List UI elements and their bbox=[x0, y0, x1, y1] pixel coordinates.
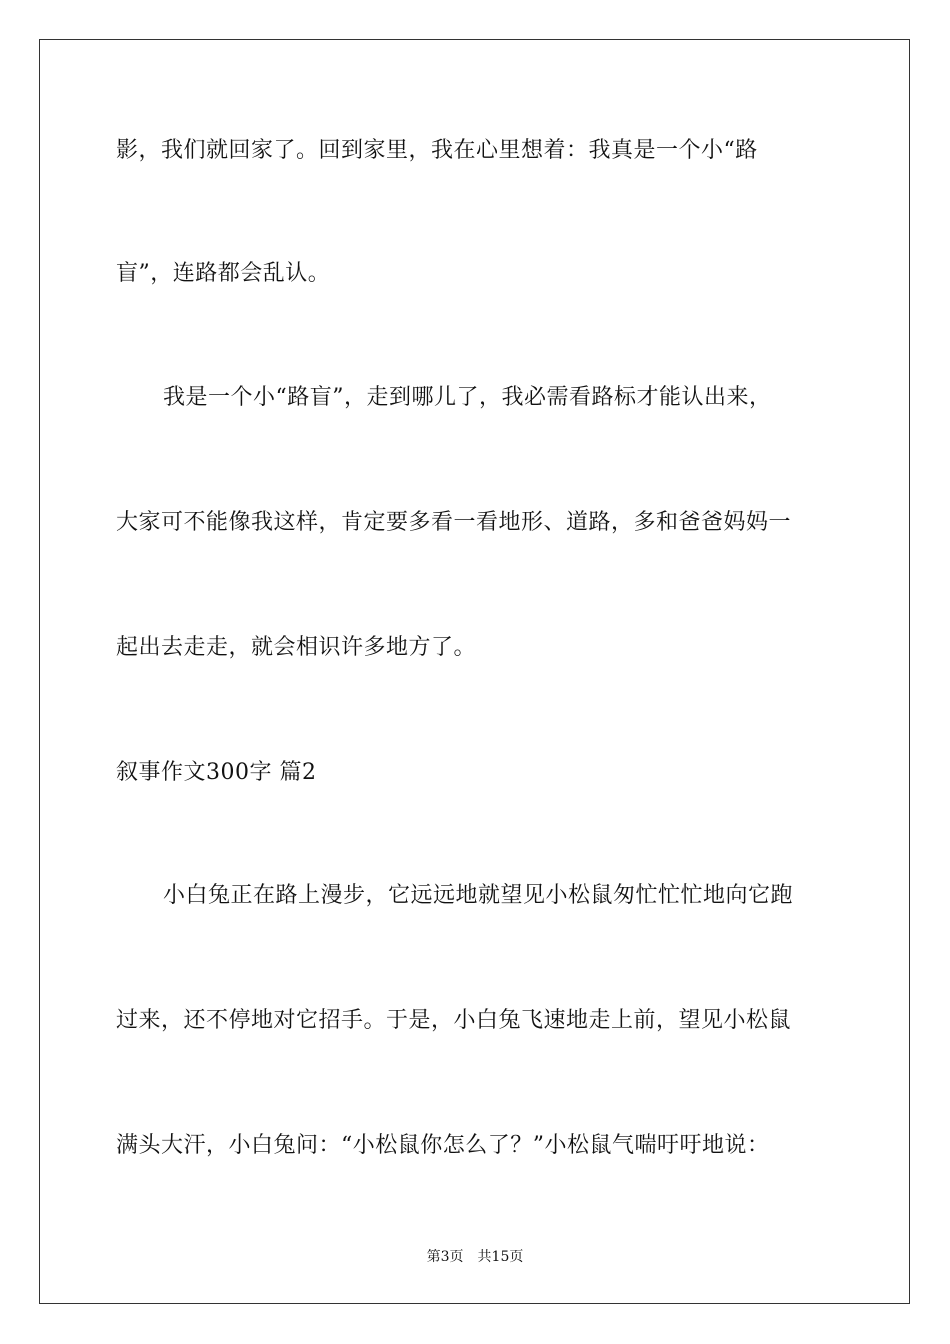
body-text-line: 起出去走走，就会相识许多地方了。 bbox=[116, 635, 477, 660]
body-text-line: 大家可不能像我这样，肯定要多看一看地形、道路，多和爸爸妈妈一 bbox=[116, 510, 792, 535]
body-text-line: 影，我们就回家了。回到家里，我在心里想着：我真是一个小“路 bbox=[116, 138, 758, 163]
body-text-line: 过来，还不停地对它招手。于是，小白兔飞速地走上前，望见小松鼠 bbox=[116, 1008, 792, 1033]
section-heading: 叙事作文300字 篇2 bbox=[116, 760, 317, 785]
page-number-footer: 第3页 共15页 bbox=[426, 1249, 524, 1265]
body-text-line: 满头大汗，小白兔问：“小松鼠你怎么了？”小松鼠气喘吁吁地说： bbox=[116, 1133, 770, 1158]
paragraph-start-line: 小白兔正在路上漫步，它远远地就望见小松鼠匆忙忙忙地向它跑 bbox=[163, 883, 794, 908]
body-text-line: 盲”，连路都会乱认。 bbox=[116, 261, 331, 286]
page-border bbox=[39, 39, 910, 1304]
paragraph-start-line: 我是一个小“路盲”，走到哪儿了，我必需看路标才能认出来， bbox=[163, 385, 772, 410]
